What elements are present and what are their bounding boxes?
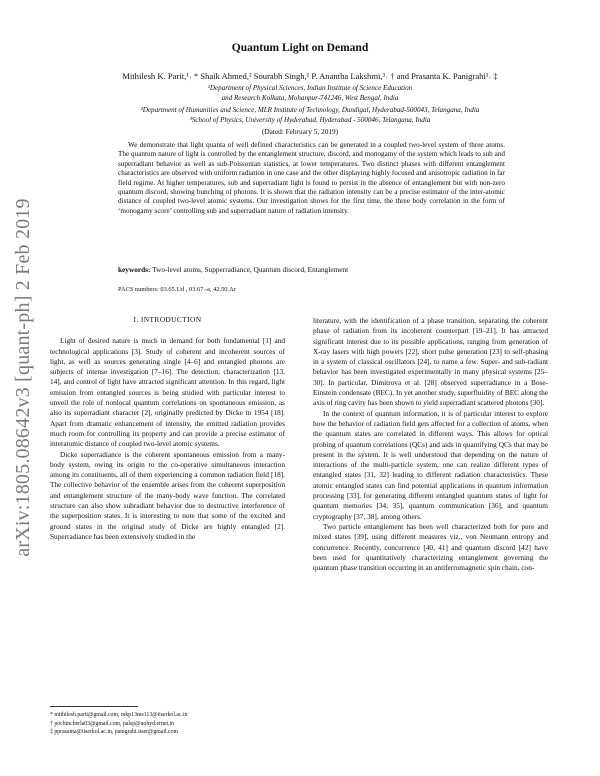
arxiv-stamp <box>8 182 38 572</box>
author-list: Mithilesh K. Parit,¹˒ * Shaik Ahmed,² Sourabh Singh,¹ P. Anantha Lakshmi,³˒ † and Prasanta K. Panigrahi¹˒ ‡ <box>122 71 498 81</box>
footnote-email-2[interactable]: † pochincherla03@gmail.com, palsp@uohyd.ernet.in <box>50 720 175 727</box>
intro-paragraph-3: literature, with the identification of a phase transition, separating the coherent phase of radiation from its incoherent counterpart [19–21]. It has attracted significant interest due to its possible applications, ranging from generation of X-ray lasers with high powers [22], short pulse generation [23] to self-phasing in a system of classical oscillators [24], to name a few. Super- and sub-radiant behavior has been investigated experimentally in many physical systems [25–30]. In particular, Dimitrova et al. [28] observed superradiance in a Bose-Einstein condensate (BEC). In yet another study, superfluidity of BEC along the axis of ring cavity has been shown to yield superradiant scattered photons [30]. <box>313 316 548 408</box>
affiliation-1a: ¹Department of Physical Sciences, Indian Institute of Science Education <box>207 84 413 92</box>
right-column <box>313 316 548 573</box>
affiliation-3: ³School of Physics, University of Hyderabad, Hyderabad - 500046, Telangana, India <box>189 116 431 124</box>
keywords-text: Two-level atoms, Supperradiance, Quantum discord, Entanglement <box>152 265 349 274</box>
footnote-email-3[interactable]: ‡ pprasanta@iiserkol.ac.in, panigrahi.iiser@gmail.com <box>50 729 179 736</box>
keywords-line <box>118 265 505 274</box>
footnote-email-1[interactable]: * mithilesh.parit@gmail.com, mkp13ms113@iiserkol.ac.in <box>50 712 188 718</box>
footnotes <box>50 711 285 737</box>
affiliation-2: ²Department of Humanities and Science, MLR Institute of Technology, Dundigal, Hyderabad-500043, Telangana, India <box>140 106 480 114</box>
keywords-label: keywords: <box>118 265 151 274</box>
abstract: We demonstrate that light quanta of well defined characteristics can be generated in a coupled two-level system of three atoms. The quantum nature of light is controlled by the entanglement structure, discord, and monogamy of the system which leads to sub and superradiant behavior as well as sub-Poissonian statistics, at lower temperatures. Two distinct phases with different entanglement characteristics are observed with uniform radiation in one case and the other displaying highly focused and anisotropic radiation in far field regime. At higher temperatures, sub and superradiant light is found to persist in the absence of entanglement but with non-zero quantum discord, showing bunching of photons. It is shown that the radiation intensity can be a precise estimator of the inter-atomic distance of coupled two-level atomic systems. Our investigation shows for the first time, the three body correlation in the form of ‘monogamy score’ controlling sub and superradiant nature of radiation intensity. <box>118 141 505 215</box>
left-column <box>50 314 285 542</box>
intro-paragraph-2: Dicke superradiance is the coherent spontaneous emission from a many-body system, owing its origin to the co-operative simultaneous interaction among its constituents, all of them experiencing a common radiation field [18]. The collective behavior of the ensemble arises from the coherent superposition and entanglement structure of the many-body wave function. The correlated structure can also show subradiant behavior due to destructive interference of the superposition states. It is interesting to note that some of the excited and ground states in the original study of Dicke are highly entangled [2]. Superradiance has been extensively studied in the <box>50 449 285 541</box>
date-line: (Dated: February 5, 2019) <box>261 127 339 136</box>
intro-paragraph-4: In the context of quantum information, it is of particular interest to explore how the behavior of radiation field gets affected for a collection of atoms, when the quantum states are correlated in different ways. This allows for optical probing of quantum correlations (QCs) and aids in quantifying QCs that may be present in the system. It is well understood that depending on the nature of interactions of the multi-particle system, one can realize different types of entangled states [31, 32] leading to different radiation characteristics. These atomic entangled states can find potential applications in quantum information processing [33], for generating different entangled quantum states of light for quantum memories [34, 35], quantum communication [36], and quantum cryptography [37, 38], among others. <box>313 408 548 521</box>
intro-paragraph-1: Light of desired nature is much in demand for both fundamental [1] and technological applications [3]. Study of coherent and incoherent sources of light, as well as sources generating single [4–6] and entangled photons are subjects of intense investigation [7–16]. The detection, characterization [13, 14], and control of light have attracted significant attention. In this regard, light emission from entangled sources is being studied with particular interest to unveil the role of nonlocal quantum correlations on spontaneous emission, as also its superradiant character [2], originally predicted by Dicke in 1954 [18]. Apart from dramatic enhancement of intensity, the emitted radiation provides much room for controlling its property and can provide a precise estimator of interatomic distance of coupled two-level atomic systems. <box>50 336 285 449</box>
pacs-numbers: PACS numbers: 03.65.Ud , 03.67.-a, 42.50.Ar <box>118 286 236 293</box>
footnote-rule <box>50 706 138 707</box>
section-heading: I. INTRODUCTION <box>133 315 202 324</box>
paper-title: Quantum Light on Demand <box>231 42 369 54</box>
affiliation-1b: and Research Kolkata, Mohanpur-741246, West Bengal, India <box>221 94 399 102</box>
arxiv-id[interactable]: arXiv:1805.08642v3 [quant-ph] 2 Feb 2019 <box>11 197 34 557</box>
intro-paragraph-5: Two particle entanglement has been well characterized both for pure and mixed states [39], using different measures viz., von Neumann entropy and concurrence. Recently, concurrence [40, 41] and quantum discord [42] have been used for quantitatively characterizing entanglement governing the quantum phase transition occurring in an antiferromagnetic spin chain, con- <box>313 521 548 573</box>
